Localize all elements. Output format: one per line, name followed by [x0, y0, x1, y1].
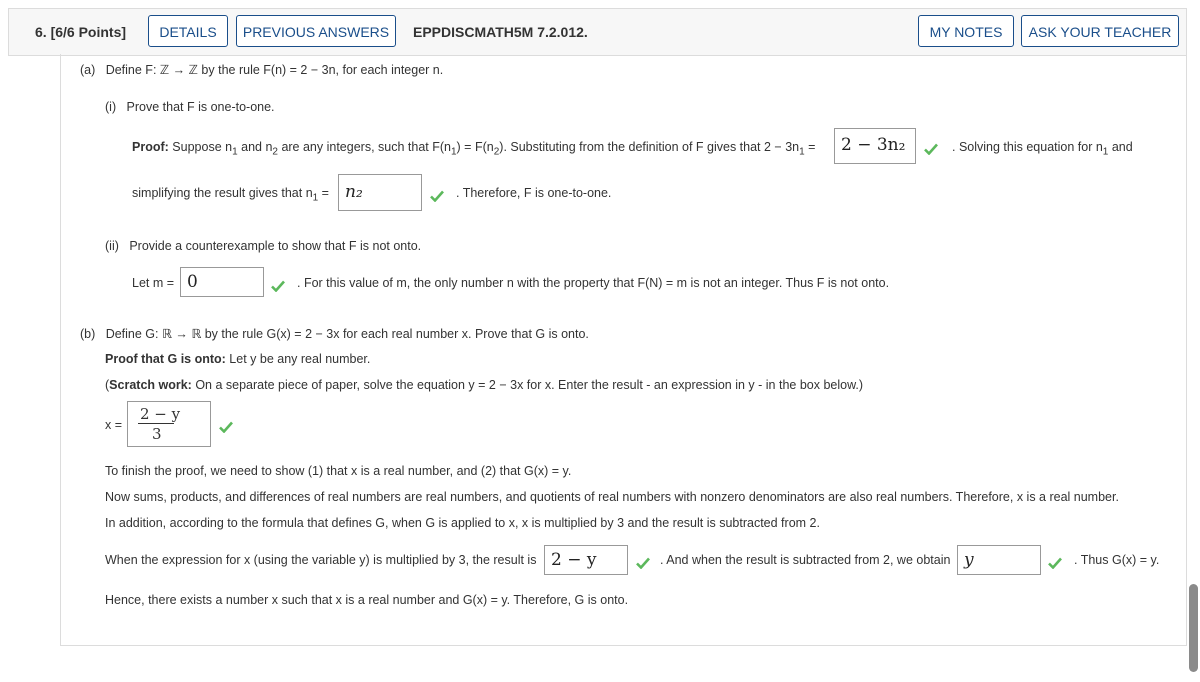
- my-notes-button[interactable]: MY NOTES: [918, 15, 1014, 47]
- addition-text: In addition, according to the formula that defines G, when G is applied to x, x is multiplied by 3 and the result is subtracted from 2.: [105, 516, 820, 530]
- check-icon: [636, 557, 650, 569]
- check-icon: [1048, 557, 1062, 569]
- question-reference: EPPDISCMATH5M 7.2.012.: [413, 24, 588, 40]
- proof-line-2: simplifying the result gives that $n_1$ =: [132, 186, 329, 204]
- previous-answers-button[interactable]: PREVIOUS ANSWERS: [236, 15, 396, 47]
- proof-line-1: Proof: Suppose $n_1$ and $n_2$ are any integers, such that $F(n_1) = F(n_2)$. Substituting from the definition of F gives that $2 - 3n_1$ =: [132, 140, 816, 158]
- answer-box-4[interactable]: 2 − y 3: [127, 401, 211, 447]
- answer-box-3[interactable]: 0: [180, 267, 264, 297]
- x-equals-label: x =: [105, 418, 123, 432]
- answer-box-5[interactable]: 2 − y: [544, 545, 628, 575]
- answer-box-6[interactable]: y: [957, 545, 1041, 575]
- part-a-intro: (a) Define F: ℤ → ℤ by the rule F(n) = 2 − 3n, for each integer n.: [80, 63, 444, 77]
- finish-text: To finish the proof, we need to show (1) that x is a real number, and (2) that G(x) = y.: [105, 464, 572, 478]
- check-icon: [924, 143, 938, 155]
- proof-line-1-tail: . Solving this equation for $n_1$ and: [952, 140, 1133, 158]
- part-b-intro: (b) Define G: ℝ → ℝ by the rule G(x) = 2 − 3x for each real number x. Prove that G is onto.: [80, 327, 589, 341]
- check-icon: [219, 421, 233, 433]
- ask-your-teacher-button[interactable]: ASK YOUR TEACHER: [1021, 15, 1179, 47]
- check-icon: [271, 280, 285, 292]
- scratch-work: (Scratch work: On a separate piece of paper, solve the equation y = 2 − 3x for x. Enter the result - an expression in y - in the box below.): [105, 378, 864, 392]
- part-b-proof-start: Proof that G is onto: Let y be any real number.: [105, 352, 371, 366]
- hence-text: Hence, there exists a number x such that x is a real number and G(x) = y. Therefore, G is onto.: [105, 593, 629, 607]
- proof-line-2-tail: . Therefore, F is one-to-one.: [456, 186, 612, 200]
- and-when-text: . And when the result is subtracted from 2, we obtain: [660, 553, 951, 567]
- question-number: 6. [6/6 Points]: [35, 24, 127, 40]
- sums-text: Now sums, products, and differences of real numbers are real numbers, and quotients of real numbers with nonzero denominators are also real numbers. Therefore, x is a real number.: [105, 490, 1119, 504]
- answer-box-1[interactable]: 2 − 3n₂: [834, 128, 916, 164]
- scrollbar-thumb[interactable]: [1189, 584, 1198, 672]
- answer-box-2[interactable]: n₂: [338, 174, 422, 211]
- details-button[interactable]: DETAILS: [148, 15, 228, 47]
- part-a-ii-prompt: (ii) Provide a counterexample to show that F is not onto.: [105, 239, 422, 253]
- check-icon: [430, 190, 444, 202]
- thus-text: . Thus G(x) = y.: [1074, 553, 1160, 567]
- when-text: When the expression for x (using the variable y) is multiplied by 3, the result is: [105, 553, 537, 567]
- counterexample-text: . For this value of m, the only number n with the property that F(N) = m is not an integer. Thus F is not onto.: [297, 276, 890, 290]
- let-m-label: Let m =: [132, 276, 175, 290]
- part-a-i-prompt: (i) Prove that F is one-to-one.: [105, 100, 275, 114]
